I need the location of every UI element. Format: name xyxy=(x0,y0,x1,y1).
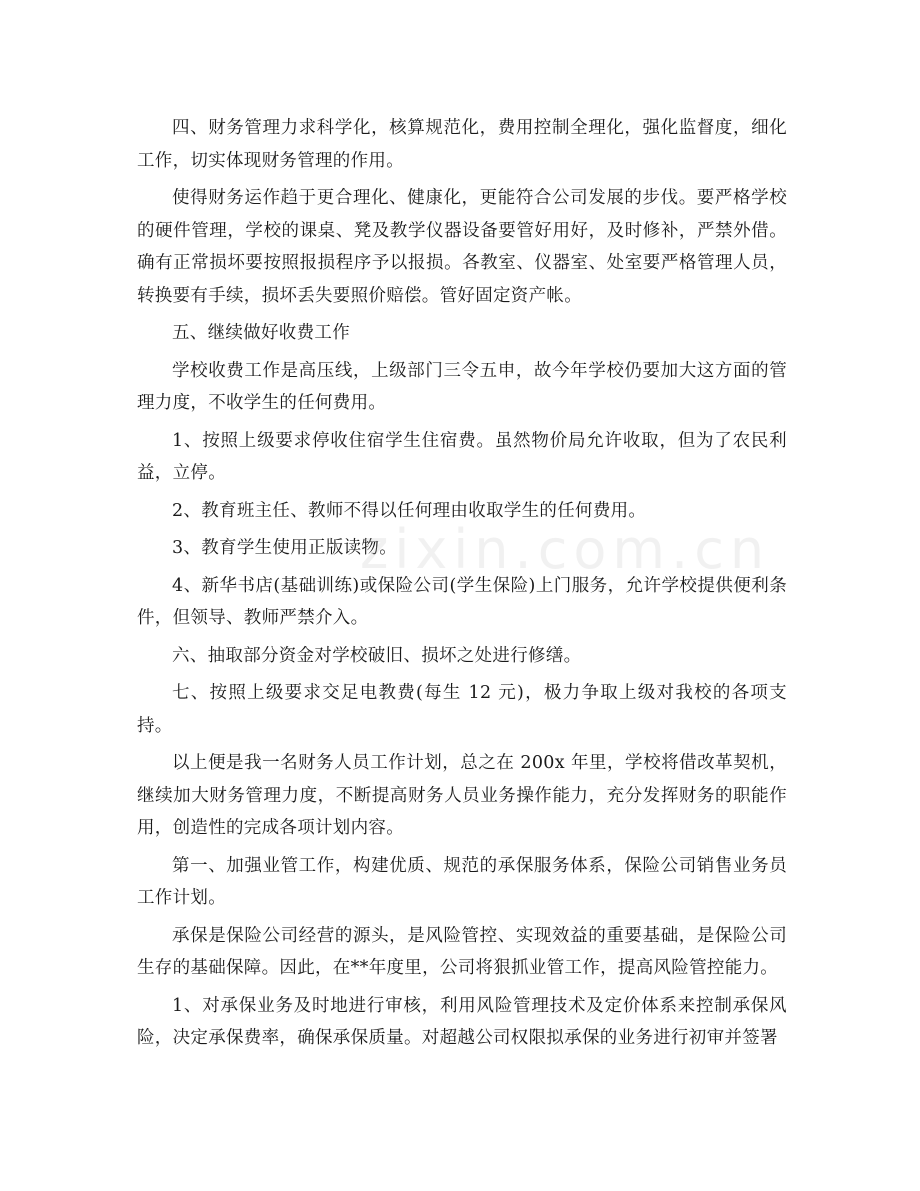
paragraph: 四、财务管理力求科学化，核算规范化，费用控制全理化，强化监督度，细化工作，切实体现财务管理的作用。 xyxy=(137,118,787,171)
paragraph: 1、按照上级要求停收住宿学生住宿费。虽然物价局允许收取，但为了农民利益，立停。 xyxy=(137,430,787,483)
watermark: zixin.com.cn xyxy=(360,518,771,581)
paragraph: 七、按照上级要求交足电教费(每生 12 元)，极力争取上级对我校的各项支持。 xyxy=(137,683,787,736)
paragraph: 第一、加强业管工作，构建优质、规范的承保服务体系，保险公司销售业务员工作计划。 xyxy=(137,855,787,908)
paragraph: 1、对承保业务及时地进行审核，利用风险管理技术及定价体系来控制承保风险，决定承保费率，确保承保质量。对超越公司权限拟承保的业务进行初审并签署 xyxy=(137,995,787,1048)
paragraph: 六、抽取部分资金对学校破旧、损坏之处进行修缮。 xyxy=(172,645,582,666)
paragraph: 承保是保险公司经营的源头，是风险管控、实现效益的重要基础，是保险公司生存的基础保障。因此，在**年度里，公司将狠抓业管工作，提高风险管控能力。 xyxy=(137,925,787,978)
paragraph: 2、教育班主任、教师不得以任何理由收取学生的任何费用。 xyxy=(172,500,647,521)
document-body xyxy=(137,112,787,1060)
paragraph: 使得财务运作趋于更合理化、健康化，更能符合公司发展的步伐。要严格学校的硬件管理，学校的课桌、凳及教学仪器设备要管好用好，及时修补，严禁外借。确有正常损坏要按照报损程序予以报损。各教室、仪器室、处室要严格管理人员，转换要有手续，损坏丢失要照价赔偿。管好固定资产帐。 xyxy=(137,188,787,306)
paragraph: 五、继续做好收费工作 xyxy=(172,323,350,343)
paragraph: 学校收费工作是高压线，上级部门三令五申，故今年学校仍要加大这方面的管理力度，不收学生的任何费用。 xyxy=(137,360,787,413)
paragraph: 3、教育学生使用正版读物。 xyxy=(172,538,398,558)
paragraph: 4、新华书店(基础训练)或保险公司(学生保险)上门服务，允许学校提供便利条件，但领导、教师严禁介入。 xyxy=(137,575,787,628)
paragraph: 以上便是我一名财务人员工作计划，总之在 200x 年里，学校将借改革契机，继续加大财务管理力度，不断提高财务人员业务操作能力，充分发挥财务的职能作用，创造性的完成各项计划内容。 xyxy=(137,753,787,838)
